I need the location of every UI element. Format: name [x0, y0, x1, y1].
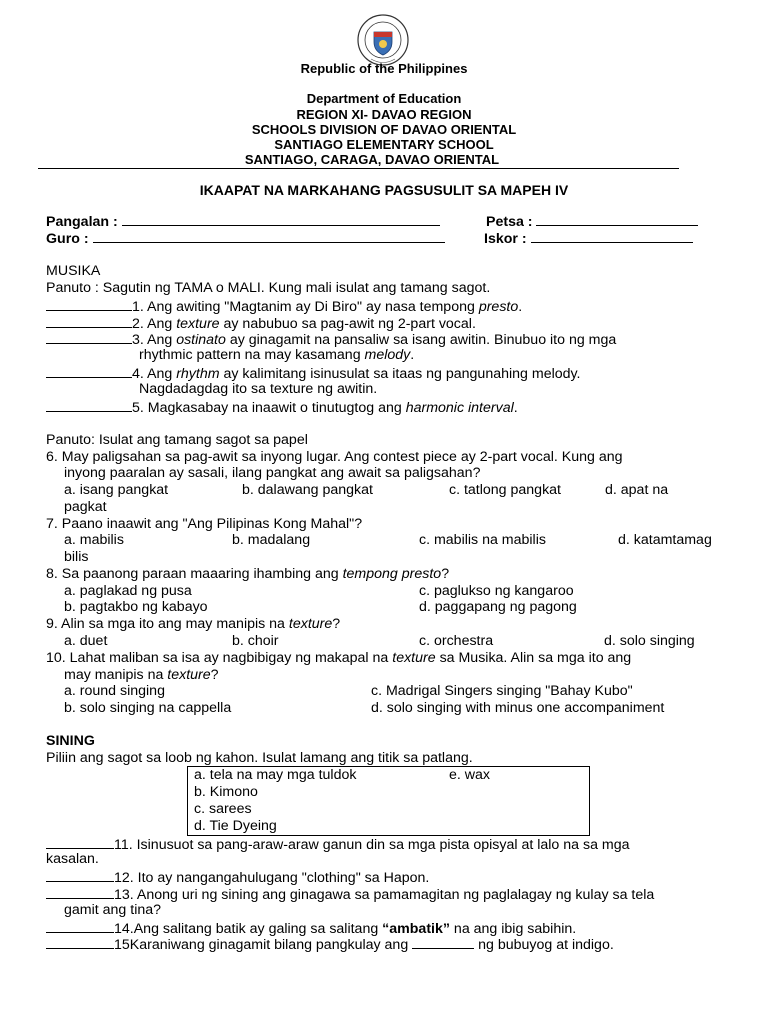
score-label: Iskor : [484, 231, 527, 247]
q1-end: . [518, 299, 523, 315]
q15-end: ng bubuyog at indigo. [474, 937, 614, 953]
q10-option-a: a. round singing [64, 683, 165, 699]
answer-blank-3[interactable] [46, 330, 132, 344]
sining-heading: SINING [46, 733, 95, 749]
q4-text: 4. Ang [132, 366, 177, 382]
q8-option-c: c. paglukso ng kangaroo [419, 583, 574, 599]
question-3-continued [139, 347, 414, 364]
q15-text: 15Karaniwang ginagamit bilang pangkulay ang [114, 937, 413, 953]
teacher-blank[interactable] [93, 229, 445, 243]
name-label: Pangalan : [46, 214, 118, 230]
q6-option-d: d. apat na [605, 482, 669, 498]
question-6: 6. May paligsahan sa pag-awit sa inyong lugar. Ang contest piece ay 2-part vocal. Kung ang [46, 449, 623, 465]
q14-end: na ang ibig sabihin. [449, 921, 577, 937]
answer-blank-14[interactable] [46, 919, 114, 933]
answer-blank-15[interactable] [46, 935, 114, 949]
q3-cont-end: . [410, 347, 415, 363]
q10-emphasis: texture [392, 650, 436, 666]
choice-c: c. sarees [194, 801, 252, 817]
question-11-continued: kasalan. [46, 851, 99, 867]
q9-option-d: d. solo singing [604, 633, 695, 649]
q5-end: . [513, 400, 518, 416]
q9-end: ? [332, 616, 341, 632]
q7-option-d-continued: bilis [64, 549, 89, 565]
name-blank[interactable] [122, 212, 440, 226]
q3-emphasis: ostinato [176, 332, 226, 348]
q6-option-d-continued: pagkat [64, 499, 107, 515]
q8-option-a: a. paglakad ng pusa [64, 583, 192, 599]
answer-blank-1[interactable] [46, 297, 132, 311]
q4-end: ay kalimitang isinusulat sa itaas ng pangunahing melody. [219, 366, 581, 382]
header-division: SCHOOLS DIVISION OF DAVAO ORIENTAL [251, 122, 517, 137]
q10-option-b: b. solo singing na cappella [64, 700, 232, 716]
choice-d: d. Tie Dyeing [194, 818, 277, 834]
header-school: SANTIAGO ELEMENTARY SCHOOL [274, 137, 494, 152]
question-12 [46, 868, 429, 887]
header-divider [38, 168, 679, 169]
q5-text: 5. Magkasabay na inaawit o tinutugtog ang [132, 400, 406, 416]
q9-emphasis: texture [288, 616, 333, 632]
question-15 [46, 935, 614, 954]
musika-instruction-2: Panuto: Isulat ang tamang sagot sa papel [46, 432, 308, 448]
question-5 [46, 398, 518, 417]
name-field [46, 212, 440, 231]
score-field [484, 229, 693, 248]
question-8 [46, 566, 449, 583]
q3-cont-emphasis: melody [364, 347, 411, 363]
q3-cont-text: rhythmic pattern na may kasamang [139, 347, 365, 363]
q7-option-a: a. mabilis [64, 532, 124, 548]
question-11 [46, 835, 630, 854]
q4-emphasis: rhythm [176, 366, 220, 382]
q10-cont-text: may manipis na [64, 667, 168, 683]
q10-option-c: c. Madrigal Singers singing "Bahay Kubo" [371, 683, 633, 699]
header-republic: Republic of the Philippines [300, 61, 468, 76]
teacher-label: Guro : [46, 231, 89, 247]
teacher-field [46, 229, 445, 248]
answer-blank-11[interactable] [46, 835, 114, 849]
header-address: SANTIAGO, CARAGA, DAVAO ORIENTAL [244, 152, 500, 167]
q2-emphasis: texture [176, 316, 220, 332]
q9-option-c: c. orchestra [419, 633, 494, 649]
q2-end: ay nabubuo sa pag-awit ng 2-part vocal. [219, 316, 476, 332]
q2-text: 2. Ang [132, 316, 177, 332]
header-department: Department of Education [306, 91, 462, 106]
musika-instruction-1: Panuto : Sagutin ng TAMA o MALI. Kung mali isulat ang tamang sagot. [46, 280, 491, 296]
q10-cont-end: ? [210, 667, 219, 683]
q11-text: 11. Isinusuot sa pang-araw-araw ganun din sa mga pista opisyal at lalo na sa mga [114, 837, 630, 853]
q3-text: 3. Ang [132, 332, 177, 348]
q7-option-d: d. katamtamag [618, 532, 712, 548]
q7-option-c: c. mabilis na mabilis [419, 532, 546, 548]
header-region: REGION XI- DAVAO REGION [296, 107, 472, 122]
question-4-continued: Nagdadagdag ito sa texture ng awitin. [139, 381, 378, 397]
q12-text: 12. Ito ay nangangahulugang "clothing" sa Hapon. [114, 870, 430, 886]
choice-e: e. wax [449, 767, 491, 783]
q10-cont-emphasis: texture [167, 667, 211, 683]
date-field [486, 212, 698, 231]
question-13-continued: gamit ang tina? [64, 902, 162, 918]
sining-instruction: Piliin ang sagot sa loob ng kahon. Isulat lamang ang titik sa patlang. [46, 750, 473, 766]
q6-option-c: c. tatlong pangkat [449, 482, 562, 498]
q10-option-d: d. solo singing with minus one accompaniment [371, 700, 665, 716]
q9-text: 9. Alin sa mga ito ang may manipis na [46, 616, 289, 632]
answer-blank-12[interactable] [46, 868, 114, 882]
question-3 [46, 330, 616, 349]
question-6-continued: inyong paaralan ay sasali, ilang pangkat ang await sa paligsahan? [64, 465, 481, 481]
exam-title: IKAAPAT NA MARKAHANG PAGSUSULIT SA MAPEH IV [199, 182, 569, 198]
q5-emphasis: harmonic interval [405, 400, 514, 416]
question-10-continued [64, 667, 219, 684]
date-blank[interactable] [536, 212, 698, 226]
q9-option-b: b. choir [232, 633, 279, 649]
q7-option-b: b. madalang [232, 532, 311, 548]
q6-option-a: a. isang pangkat [64, 482, 169, 498]
q1-text: 1. Ang awiting "Magtanim ay Di Biro" ay nasa tempong [132, 299, 479, 315]
question-13 [46, 885, 654, 904]
question-4 [46, 364, 581, 383]
musika-heading: MUSIKA [46, 263, 101, 279]
q9-option-a: a. duet [64, 633, 108, 649]
question-7: 7. Paano inaawit ang "Ang Pilipinas Kong Mahal"? [46, 516, 363, 532]
question-1 [46, 297, 522, 316]
answer-blank-4[interactable] [46, 364, 132, 378]
q8-emphasis: tempong presto [342, 566, 442, 582]
q6-option-b: b. dalawang pangkat [242, 482, 373, 498]
inline-blank-15[interactable] [412, 935, 474, 949]
q3-end: ay ginagamit na pansaliw sa isang awitin. Binubuo ito ng mga [225, 332, 617, 348]
answer-blank-5[interactable] [46, 398, 132, 412]
q14-emphasis: “ambatik” [382, 921, 450, 937]
answer-blank-13[interactable] [46, 885, 114, 899]
date-label: Petsa : [486, 214, 533, 230]
choice-b: b. Kimono [194, 784, 258, 800]
q1-emphasis: presto [478, 299, 519, 315]
q8-text: 8. Sa paanong paraan maaaring ihambing ang [46, 566, 343, 582]
q14-text: 14.Ang salitang batik ay galing sa salitang [114, 921, 383, 937]
question-10 [46, 650, 631, 667]
q8-option-b: b. pagtakbo ng kabayo [64, 599, 208, 615]
deped-seal-icon [357, 14, 409, 66]
q8-option-d: d. paggapang ng pagong [419, 599, 577, 615]
score-blank[interactable] [531, 229, 693, 243]
q10-end: sa Musika. Alin sa mga ito ang [435, 650, 632, 666]
answer-blank-2[interactable] [46, 314, 132, 328]
q10-text: 10. Lahat maliban sa isa ay nagbibigay ng makapal na [46, 650, 393, 666]
q13-text: 13. Anong uri ng sining ang ginagawa sa pamamagitan ng paglalagay ng kulay sa tela [114, 887, 655, 903]
choice-a: a. tela na may mga tuldok [194, 767, 357, 783]
q8-end: ? [441, 566, 450, 582]
question-9 [46, 616, 340, 633]
